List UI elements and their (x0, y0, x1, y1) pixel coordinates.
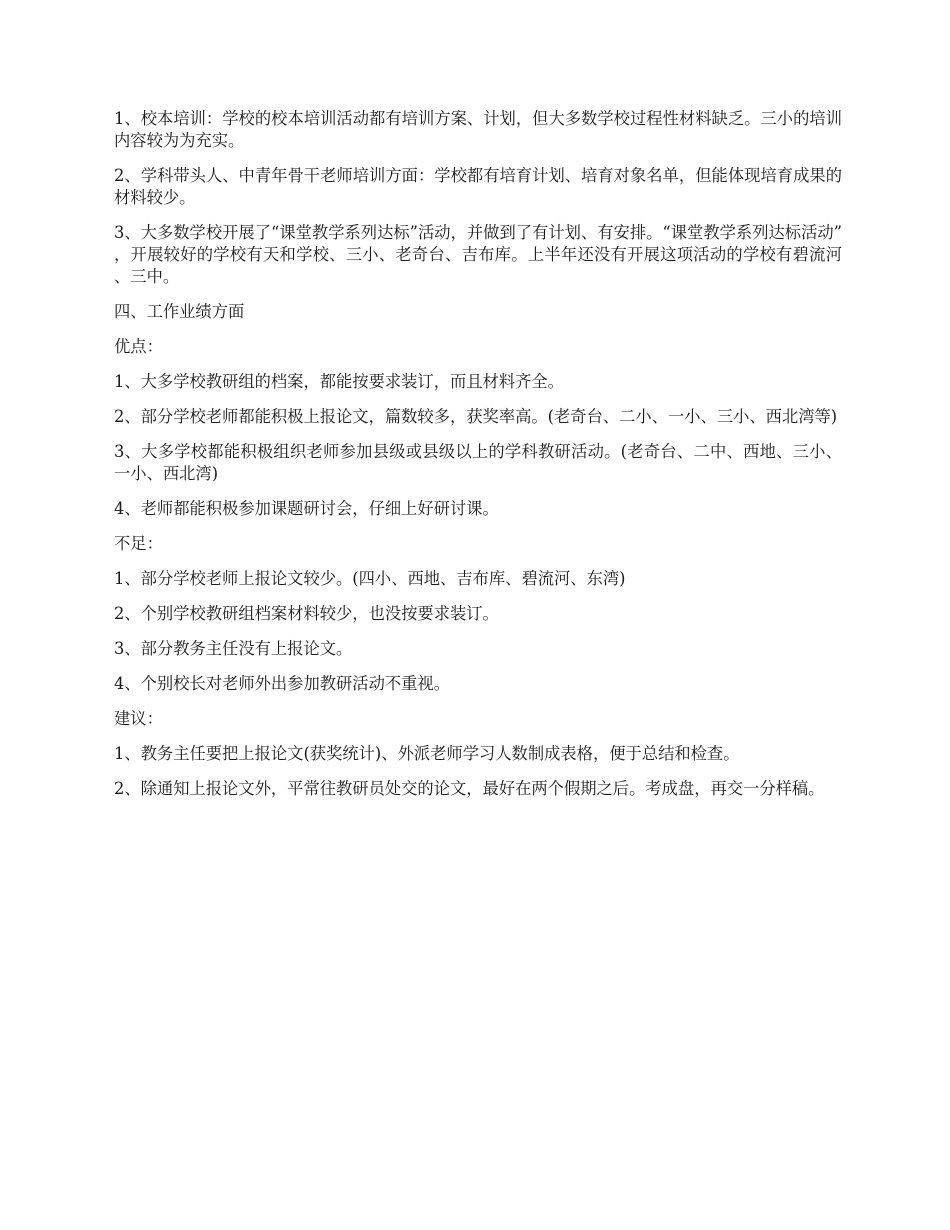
subheading-weaknesses: 不足： (114, 534, 163, 553)
section-heading-performance: 四、工作业绩方面 (114, 302, 245, 321)
document-body (114, 108, 842, 813)
weakness-item-4: 4、个别校长对老师外出参加教研活动不重视。 (114, 674, 450, 693)
paragraph-classroom-standards: 3、大多数学校开展了“课堂教学系列达标”活动，并做到了有计划、有安排。“课堂教学系列达标活动”，开展较好的学校有天和学校、三小、老奇台、吉布库。上半年还没有开展这项活动的学校有碧流河、三中。 (114, 223, 842, 286)
weakness-item-1: 1、部分学校老师上报论文较少。(四小、西地、吉布库、碧流河、东湾) (114, 569, 626, 588)
suggestion-item-1: 1、教务主任要把上报论文(获奖统计)、外派老师学习人数制成表格，便于总结和检查。 (114, 744, 740, 763)
suggestion-item-2: 2、除通知上报论文外，平常往教研员处交的论文，最好在两个假期之后。考成盘，再交一分样稿。 (114, 779, 825, 798)
weakness-item-3: 3、部分教务主任没有上报论文。 (114, 639, 353, 658)
strength-item-4: 4、老师都能积极参加课题研讨会，仔细上好研讨课。 (114, 499, 499, 518)
strength-item-2: 2、部分学校老师都能积极上报论文，篇数较多，获奖率高。(老奇台、二小、一小、三小、西北湾等) (114, 407, 838, 426)
strength-item-3: 3、大多学校都能积极组织老师参加县级或县级以上的学科教研活动。(老奇台、二中、西地、三小、一小、西北湾) (114, 442, 842, 483)
subheading-suggestions: 建议： (114, 709, 163, 728)
subheading-strengths: 优点： (114, 337, 163, 356)
paragraph-subject-leaders: 2、学科带头人、中青年骨干老师培训方面：学校都有培育计划、培育对象名单，但能体现培育成果的材料较少。 (114, 166, 842, 207)
strength-item-1: 1、大多学校教研组的档案，都能按要求装订，而且材料齐全。 (114, 372, 564, 391)
weakness-item-2: 2、个别学校教研组档案材料较少，也没按要求装订。 (114, 604, 499, 623)
paragraph-training: 1、校本培训：学校的校本培训活动都有培训方案、计划，但大多数学校过程性材料缺乏。三小的培训内容较为为充实。 (114, 109, 842, 150)
